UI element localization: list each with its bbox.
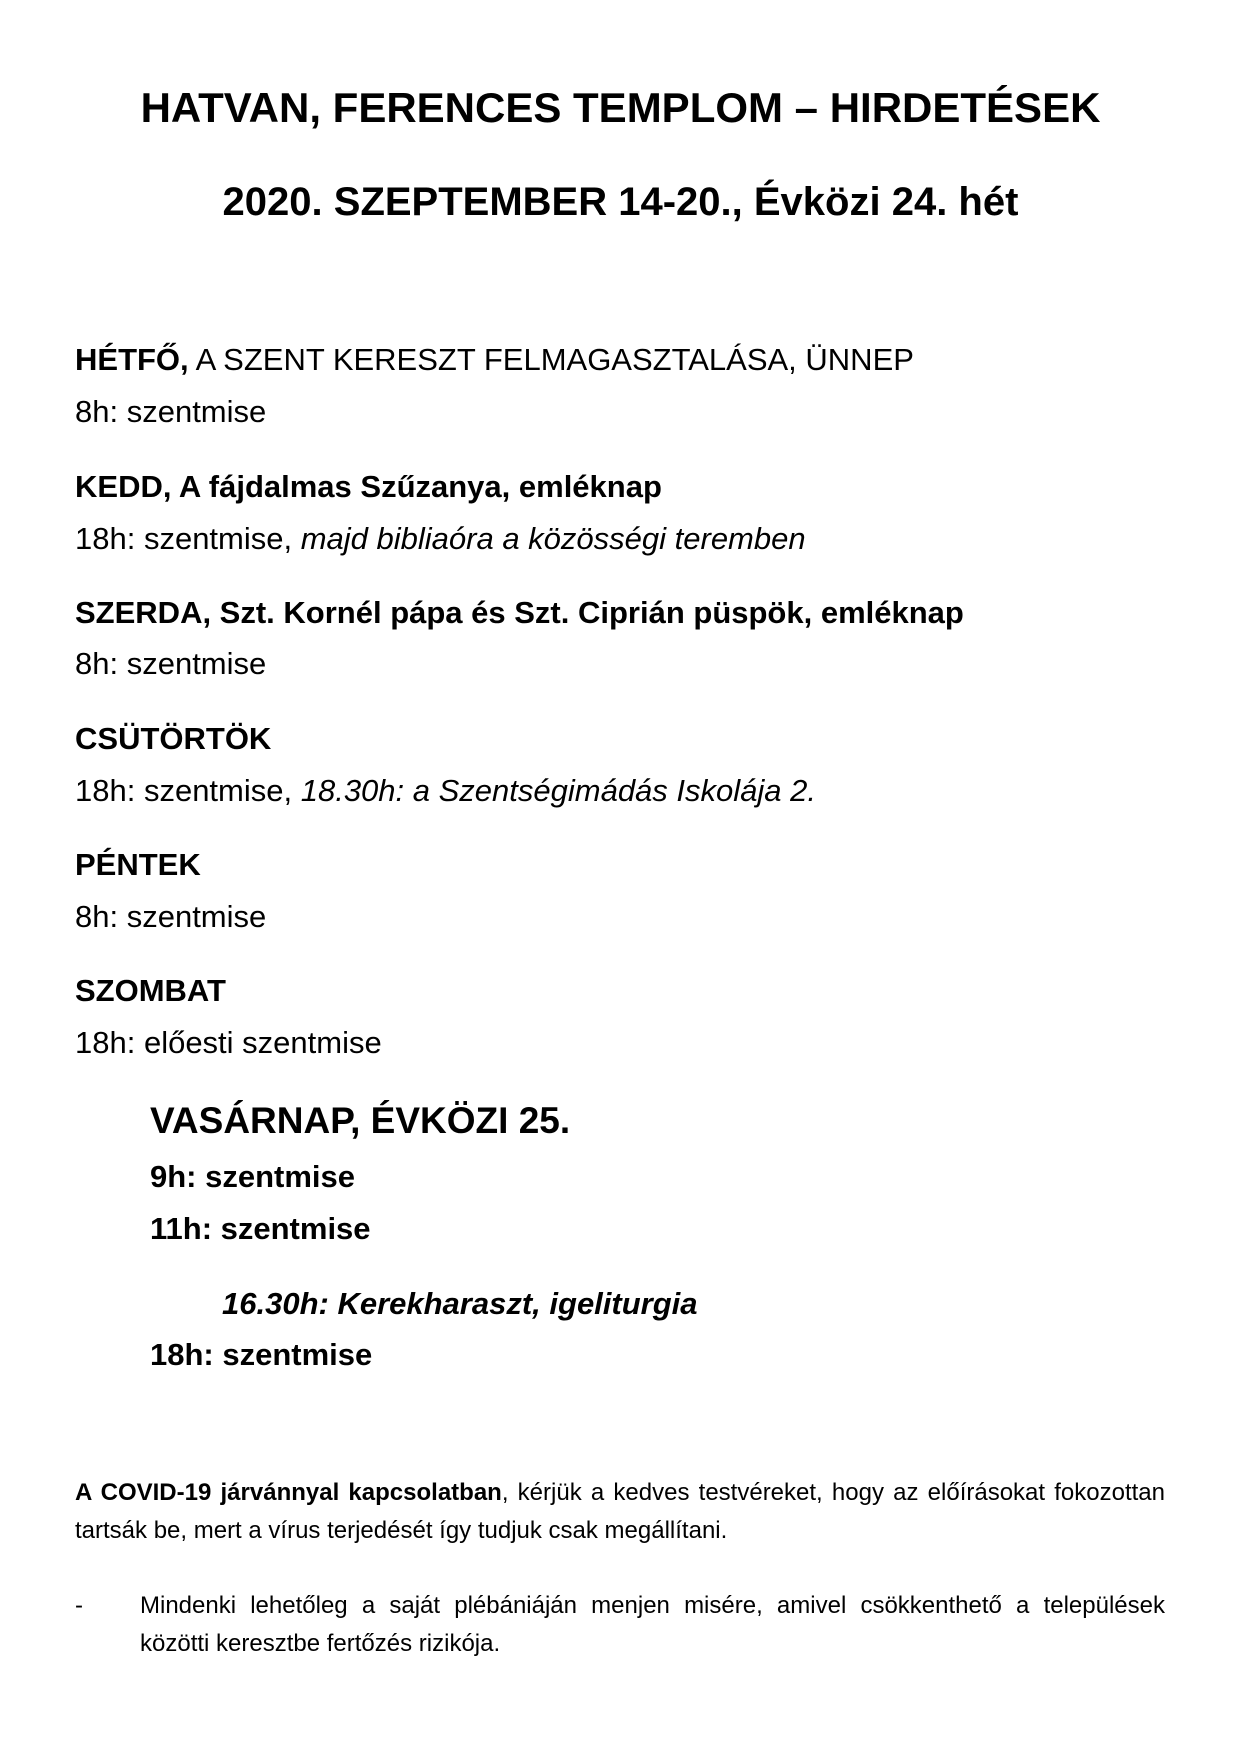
day-name: HÉTFŐ,	[75, 342, 189, 377]
day-name: CSÜTÖRTÖK	[75, 721, 272, 756]
day-name: KEDD, A fájdalmas Szűzanya, emléknap	[75, 469, 662, 504]
schedule-line-tuesday	[75, 521, 806, 557]
sunday-mass-11h: 11h: szentmise	[150, 1211, 371, 1246]
day-description: A SZENT KERESZT FELMAGASZTALÁSA, ÜNNEP	[188, 342, 914, 377]
schedule-italic: majd bibliaóra a közösségi teremben	[300, 521, 806, 556]
bullet-dash: -	[75, 1592, 83, 1619]
schedule-line-thursday	[75, 773, 816, 809]
day-heading-monday	[75, 342, 914, 378]
sunday-heading: VASÁRNAP, ÉVKÖZI 25.	[150, 1100, 571, 1141]
day-heading-thursday	[75, 721, 271, 757]
day-heading-saturday	[75, 973, 226, 1009]
schedule-line-friday: 8h: szentmise	[75, 899, 267, 934]
sunday-kerekharaszt-liturgy: 16.30h: Kerekharaszt, igeliturgia	[222, 1286, 698, 1321]
schedule-line-monday: 8h: szentmise	[75, 394, 267, 429]
day-heading-friday	[75, 847, 201, 883]
sunday-mass-18h: 18h: szentmise	[150, 1337, 373, 1372]
schedule-line-wednesday: 8h: szentmise	[75, 646, 267, 681]
day-name: SZERDA, Szt. Kornél pápa és Szt. Ciprián püspök, emléknap	[75, 595, 964, 630]
day-name: PÉNTEK	[75, 847, 201, 882]
covid-notice	[75, 1474, 1165, 1550]
schedule-italic: 18.30h: a Szentségimádás Iskolája 2.	[300, 773, 816, 808]
bullet-text: Mindenki lehetőleg a saját plébániáján menjen misére, amivel csökkenthető a települések közötti keresztbe fertőzés rizikója.	[140, 1592, 1165, 1657]
schedule-plain: 18h: szentmise,	[75, 773, 301, 808]
day-name: SZOMBAT	[75, 973, 226, 1008]
day-heading-tuesday	[75, 469, 662, 505]
notice-text: , kérjük a kedves testvéreket, hogy az előírásokat fokozottan tartsák be, mert a vírus terjedését így tudjuk csak megállítani.	[75, 1479, 1165, 1544]
schedule-plain: 18h: szentmise,	[75, 521, 301, 556]
notice-lead: A COVID-19 járvánnyal kapcsolatban	[75, 1479, 502, 1506]
sunday-mass-9h: 9h: szentmise	[150, 1159, 356, 1194]
notice-bullet	[75, 1587, 1165, 1663]
document-title: HATVAN, FERENCES TEMPLOM – HIRDETÉSEK	[140, 84, 1101, 131]
day-heading-wednesday	[75, 595, 964, 631]
document-subtitle: 2020. SZEPTEMBER 14-20., Évközi 24. hét	[222, 180, 1019, 224]
schedule-line-saturday: 18h: előesti szentmise	[75, 1025, 382, 1060]
